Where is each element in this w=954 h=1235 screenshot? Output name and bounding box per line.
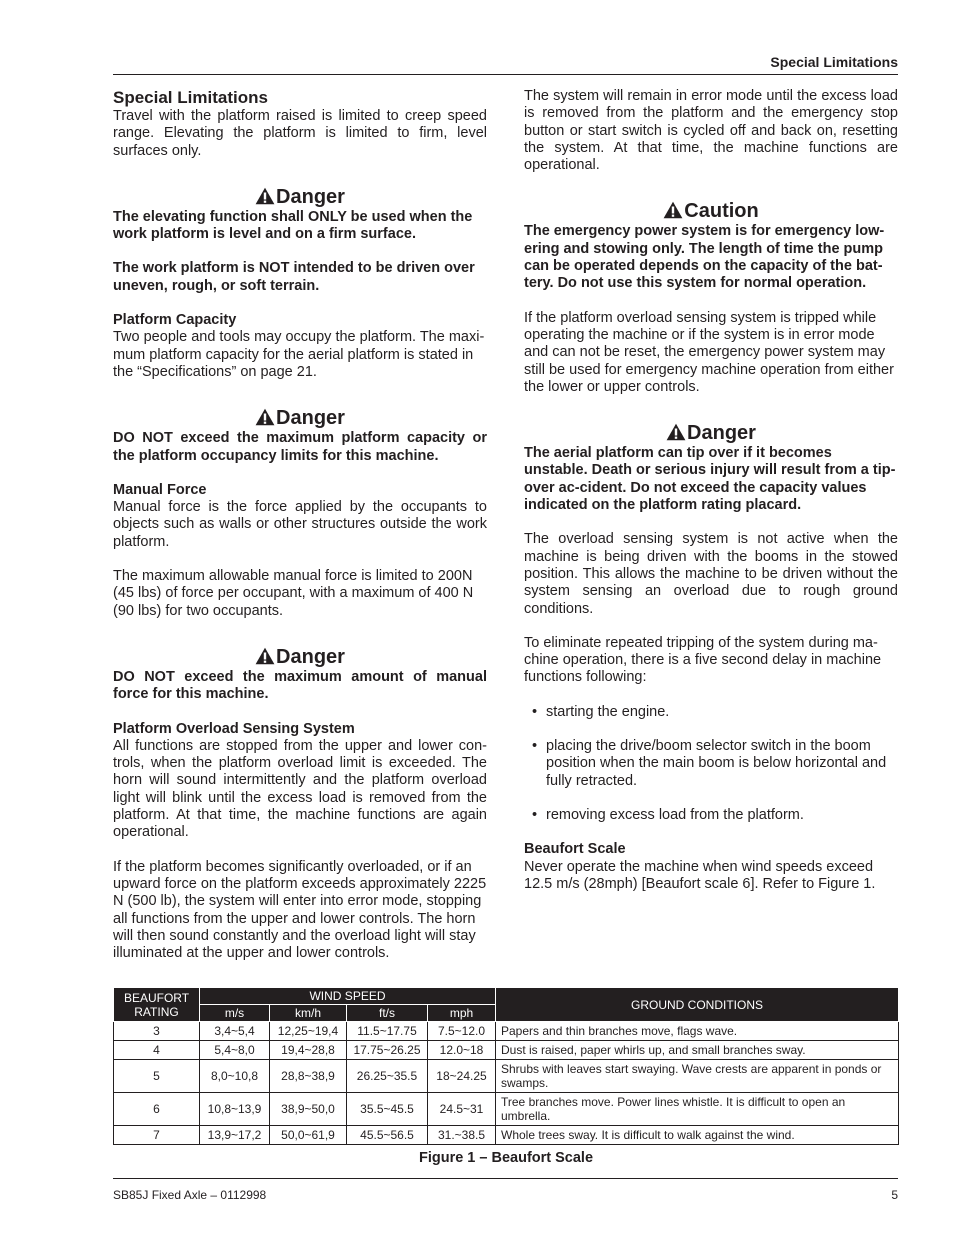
table-cell: 5,4~8,0 [200, 1041, 270, 1060]
table-cell: 3,4~5,4 [200, 1022, 270, 1041]
table-cell: 7 [114, 1126, 200, 1145]
danger-text: The aerial platform can tip over if it becomes unstable. Death or serious injury will result from a tip-over ac-cident. Do not exceed the capacity values indicated on the platform rating placard. [524, 445, 896, 514]
manual-force-text: Manual force is the force applied by the occupants to objects such as walls or other structures outside the work platform. [113, 499, 487, 550]
warning-icon [663, 201, 683, 219]
table-cell: 17.75~26.25 [347, 1041, 428, 1060]
table-cell: 3 [114, 1022, 200, 1041]
manual-force-heading: Manual Force [113, 481, 207, 498]
table-cell: Shrubs with leaves start swaying. Wave crests are apparent in ponds or swamps. [496, 1060, 899, 1093]
unit-header: m/s [200, 1005, 270, 1022]
list-item: • placing the drive/boom selector switch in the boom position when the main boom is below horizontal and fully retracted. [532, 738, 887, 789]
table-row [114, 1126, 899, 1145]
table-cell: 28,8~38,9 [270, 1060, 347, 1093]
rating-header: BEAUFORT RATING [114, 988, 200, 1022]
table-cell: 7.5~12.0 [428, 1022, 496, 1041]
caution-heading: Caution [524, 200, 898, 222]
table-cell: Tree branches move. Power lines whistle. It is difficult to open an umbrella. [496, 1093, 899, 1126]
table-cell: 11.5~17.75 [347, 1022, 428, 1041]
document-id: SB85J Fixed Axle – 0112998 [113, 1188, 267, 1202]
table-cell: 31.~38.5 [428, 1126, 496, 1145]
left-column [113, 88, 487, 979]
table-row [114, 1060, 899, 1093]
platform-capacity-heading: Platform Capacity [113, 312, 237, 329]
table-cell: 50,0~61,9 [270, 1126, 347, 1145]
danger-heading: Danger [113, 407, 487, 429]
table-row [114, 1022, 899, 1041]
list-item: • starting the engine. [532, 703, 670, 720]
unit-header: ft/s [347, 1005, 428, 1022]
beaufort-figure [113, 987, 899, 1166]
warning-icon [255, 187, 275, 205]
table-row [114, 1093, 899, 1126]
overload-error-text: If the platform becomes significantly overloaded, or if an upward force on the platform exceeds approximately 2225 N (500 lb), the system will enter into error mode, stopping all functions from the upper and lower controls. The horn will then sound constantly and the overload light will stay illuminated at the upper and lower controls. [113, 858, 487, 962]
danger-heading: Danger [113, 646, 487, 668]
warning-icon [255, 647, 275, 665]
manual-force-limit-text: The maximum allowable manual force is limited to 200N (45 lbs) of force per occupant, with a maximum of 400 N (90 lbs) for two occupants. [113, 568, 474, 619]
danger-heading: Danger [524, 422, 898, 444]
danger-text: The work platform is NOT intended to be driven over uneven, rough, or soft terrain. [113, 260, 475, 294]
table-cell: Whole trees sway. It is difficult to walk against the wind. [496, 1126, 899, 1145]
delay-text: To eliminate repeated tripping of the system during ma-chine operation, there is a five second delay in machine functions following: [524, 634, 882, 686]
table-cell: 18~24.25 [428, 1060, 496, 1093]
right-column [524, 88, 898, 910]
page-header [113, 52, 898, 75]
danger-text: The elevating function shall ONLY be used when the work platform is level and on a firm surface. [113, 208, 473, 243]
table-cell: 4 [114, 1041, 200, 1060]
table-cell: 35.5~45.5 [347, 1093, 428, 1126]
intro-text: Travel with the platform raised is limited to creep speed range. Elevating the platform is limited to firm, level surfaces only. [113, 108, 487, 159]
danger-text: DO NOT exceed the maximum platform capacity or the platform occupancy limits for this machine. [113, 430, 487, 464]
error-mode-text: The system will remain in error mode until the excess load is removed from the platform and the emergency stop button or start switch is cycled off and back on, resetting the system. At that time, the machine functions are operational. [524, 88, 898, 174]
caution-text: The emergency power system is for emergency low-ering and stowing only. The length of time the pump can be operated depends on the capacity of the bat-tery. Do not use this system for normal operation. [524, 223, 885, 292]
overload-heading: Platform Overload Sensing System [113, 720, 355, 737]
beaufort-text: Never operate the machine when wind speeds exceed 12.5 m/s (28mph) [Beaufort scale 6]. Refer to Figure 1. [524, 858, 876, 892]
table-cell: 8,0~10,8 [200, 1060, 270, 1093]
page-footer [113, 1178, 898, 1202]
emergency-power-text: If the platform overload sensing system is tripped while operating the machine or if the system is in error mode and can not be reset, the emergency power system may still be used for emergency machine operation from either the lower or upper controls. [524, 309, 894, 395]
ground-conditions-header: GROUND CONDITIONS [496, 988, 899, 1022]
table-cell: 38,9~50,0 [270, 1093, 347, 1126]
table-cell: 10,8~13,9 [200, 1093, 270, 1126]
figure-caption: Figure 1 – Beaufort Scale [418, 1150, 594, 1166]
table-cell: Papers and thin branches move, flags wave. [496, 1022, 899, 1041]
platform-capacity-text: Two people and tools may occupy the platform. The maxi-mum platform capacity for the aerial platform is stated in the “Specifications” on page 21. [113, 329, 485, 380]
unit-header: km/h [270, 1005, 347, 1022]
danger-heading: Danger [113, 186, 487, 208]
danger-text: DO NOT exceed the maximum amount of manual force for this machine. [113, 668, 487, 703]
stowed-text: The overload sensing system is not active when the machine is being driven with the booms in the stowed position. This allows the machine to be driven without the system sensing an overload due to rough ground conditions. [524, 531, 898, 617]
table-row [114, 1041, 899, 1060]
list-item: • removing excess load from the platform. [532, 806, 804, 823]
warning-icon [666, 423, 686, 441]
unit-header: mph [428, 1005, 496, 1022]
table-cell: 45.5~56.5 [347, 1126, 428, 1145]
table-cell: 24.5~31 [428, 1093, 496, 1126]
warning-icon [255, 408, 275, 426]
wind-speed-header: WIND SPEED [200, 988, 496, 1005]
table-cell: 19,4~28,8 [270, 1041, 347, 1060]
table-cell: 12,25~19,4 [270, 1022, 347, 1041]
table-cell: Dust is raised, paper whirls up, and small branches sway. [496, 1041, 899, 1060]
function-list [524, 704, 898, 824]
beaufort-heading: Beaufort Scale [524, 841, 626, 858]
section-title: Special Limitations [113, 88, 268, 107]
overload-text: All functions are stopped from the upper and lower con-trols, when the platform overload limit is exceeded. The horn will sound intermittently and the platform overload light will blink until the excess load is removed from the platform. At that time, the machine functions are again operational. [113, 737, 487, 841]
beaufort-table [113, 987, 899, 1145]
header-title: Special Limitations [770, 54, 898, 70]
table-cell: 26.25~35.5 [347, 1060, 428, 1093]
table-cell: 13,9~17,2 [200, 1126, 270, 1145]
table-cell: 12.0~18 [428, 1041, 496, 1060]
page-number: 5 [891, 1188, 898, 1202]
table-cell: 6 [114, 1093, 200, 1126]
table-cell: 5 [114, 1060, 200, 1093]
